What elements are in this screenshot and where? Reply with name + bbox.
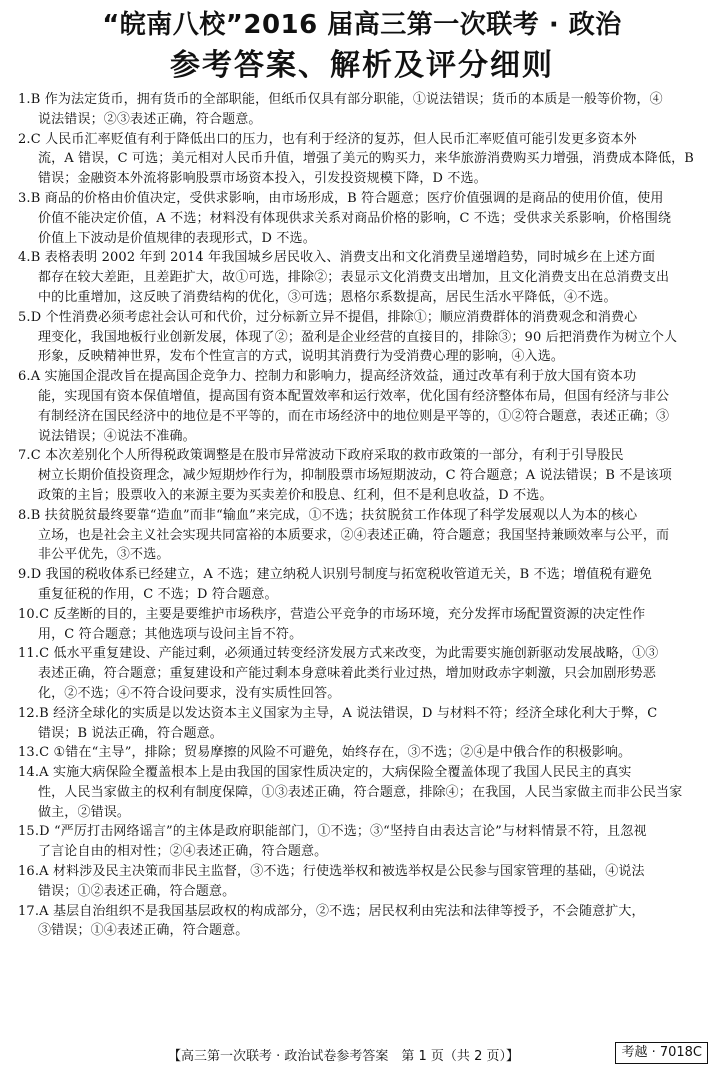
- answer-item: [18, 902, 706, 942]
- answer-line: 政策的主旨；股票收入的来源主要为买卖差价和股息、红利，但不是利息收益，D 不选。: [38, 487, 553, 503]
- answer-line: 形象，反映精神世界，发布个性宣言的方式，说明其消费行为受消费心理的影响，④入选。: [38, 349, 565, 365]
- answer-line: 6.A 实施国企混改旨在提高国企竞争力、控制力和影响力，提高经济效益，通过改革有利于放大国有资本功: [18, 369, 637, 385]
- answer-line: 化，②不选；④不符合设问要求，没有实质性回答。: [38, 685, 341, 701]
- answer-line: 16.A 材料涉及民主决策而非民主监督，③不选；行使选举权和被选举权是公民参与国家管理的基础，④说法: [18, 864, 645, 880]
- answer-line: 14.A 实施大病保险全覆盖根本上是由我国的国家性质决定的，大病保险全覆盖体现了我国人民民主的真实: [18, 765, 632, 781]
- answer-line: 7.C 本次差别化个人所得税政策调整是在股市异常波动下政府采取的救市政策的一部分，有利于引导股民: [18, 448, 624, 464]
- answer-item: [18, 90, 706, 130]
- answer-item: [18, 446, 706, 505]
- answer-line: 15.D “严厉打击网络谣言”的主体是政府职能部门，①不选；③“坚持自由表达言论”与材料情景不符，且忽视: [18, 824, 647, 840]
- answer-line: 用，C 符合题意；其他选项与设问主旨不符。: [38, 626, 303, 642]
- answer-list: [18, 90, 706, 941]
- answer-line: 说法错误；②③表述正确，符合题意。: [38, 111, 262, 127]
- answer-item: [18, 822, 706, 862]
- answer-item: [18, 189, 706, 248]
- answer-line: 3.B 商品的价格由价值决定，受供求影响，由市场形成，B 符合题意；医疗价值强调的是商品的使用价值，使用: [18, 190, 664, 206]
- answer-line: 重复征税的作用，C 不选；D 符合题意。: [38, 586, 278, 602]
- answer-line: 1.B 作为法定货币，拥有货币的全部职能，但纸币仅具有部分职能，①说法错误；货币的本质是一般等价物，④: [18, 92, 663, 107]
- answer-line: 13.C ①错在“主导”，排除；贸易摩擦的风险不可避免，始终存在，③不选；②④是中俄合作的积极影响。: [18, 745, 632, 761]
- answer-line: 树立长期价值投资理念，减少短期炒作行为，抑制股票市场短期波动，C 符合题意；A 说法错误；B 不是该项: [38, 468, 672, 484]
- answer-line: 立场，也是社会主义社会实现共同富裕的本质要求，②④表述正确，符合题意；我国坚持兼顾效率与公平，而: [38, 527, 670, 543]
- answer-line: 价值上下波动是价值规律的表现形式，D 不选。: [38, 230, 316, 246]
- answer-item: [18, 644, 706, 703]
- answer-line: 做主，②错误。: [38, 804, 131, 820]
- answer-line: 非公平优先，③不选。: [38, 547, 170, 563]
- answer-line: 价值不能决定价值，A 不选；材料没有体现供求关系对商品价格的影响，C 不选；受供求关系影响，价格围绕: [38, 210, 672, 226]
- answer-line: 8.B 扶贫脱贫最终要靠“造血”而非“输血”来完成，①不选；扶贫脱贫工作体现了科学发展观以人为本的核心: [18, 507, 638, 523]
- footer-page-info: 【高三第一次联考 · 政治试卷参考答案 第 1 页（共 2 页）】: [168, 1049, 519, 1064]
- answer-item: [18, 130, 706, 189]
- answer-line: 错误；金融资本外流将影响股票市场资本投入，引发投资规模下降，D 不选。: [38, 171, 487, 187]
- answer-item: [18, 605, 706, 645]
- answer-item: [18, 367, 706, 446]
- answer-item: [18, 704, 706, 744]
- answer-line: 错误；①②表述正确，符合题意。: [38, 883, 236, 899]
- answer-line: 性，人民当家做主的权利有制度保障，①③表述正确，符合题意，排除④；在我国，人民当家做主而非公民当家: [38, 784, 683, 800]
- answer-item: [18, 743, 706, 763]
- answer-line: 4.B 表格表明 2002 年到 2014 年我国城乡居民收入、消费支出和文化消费呈递增趋势，同时城乡在上述方面: [18, 250, 656, 266]
- answer-item: [18, 565, 706, 605]
- answer-line: 12.B 经济全球化的实质是以发达资本主义国家为主导，A 说法错误，D 与材料不符；经济全球化利大于弊，C: [18, 705, 658, 721]
- answer-line: 2.C 人民币汇率贬值有利于降低出口的压力，也有利于经济的复苏，但人民币汇率贬值可能引发更多资本外: [18, 131, 637, 147]
- exam-title: “皖南八校”2016 届高三第一次联考 · 政治: [102, 10, 622, 40]
- answer-line: 流，A 错误，C 可选；美元相对人民币升值，增强了美元的购买力，来华旅游消费购买力增强，消费成本降低，B: [38, 151, 694, 167]
- answer-item: [18, 763, 706, 822]
- answer-line: 5.D 个性消费必须考虑社会认可和代价，过分标新立异不提倡，排除①；顺应消费群体的消费观念和消费心: [18, 309, 638, 325]
- answer-line: 了言论自由的相对性；②④表述正确，符合题意。: [38, 844, 328, 860]
- answer-line: 表述正确，符合题意；重复建设和产能过剩本身意味着此类行业过热，增加财政赤字刺激，只会加剧形势恶: [38, 666, 657, 682]
- answer-line: 9.D 我国的税收体系已经建立，A 不选；建立纳税人识别号制度与拓宽税收管道无关，B 不选；增值税有避免: [18, 567, 652, 583]
- answer-line: 说法错误；④说法不准确。: [38, 428, 196, 444]
- answer-item: [18, 862, 706, 902]
- answer-line: 错误；B 说法正确，符合题意。: [38, 725, 223, 741]
- answer-item: [18, 308, 706, 367]
- answer-line: 中的比重增加，这反映了消费结构的优化，③可选；恩格尔系数提高，居民生活水平降低，④不选。: [38, 289, 617, 305]
- page-footer: [0, 1040, 718, 1066]
- answer-line: 17.A 基层自治组织不是我国基层政权的构成部分，②不选；居民权利由宪法和法律等授予，不会随意扩大，: [18, 903, 645, 919]
- answer-line: 10.C 反垄断的目的，主要是要维护市场秩序，营造公平竞争的市场环境，充分发挥市场配置资源的决定性作: [18, 606, 646, 622]
- answer-line: 理变化，我国地板行业创新发展，体现了②；盈利是企业经营的直接目的，排除③；90 后把消费作为树立个人: [38, 329, 678, 345]
- answer-item: [18, 506, 706, 565]
- answer-item: [18, 248, 706, 307]
- answer-line: ③错误；①④表述正确，符合题意。: [38, 923, 249, 939]
- answer-key-title: 参考答案、解析及评分细则: [170, 48, 554, 83]
- answer-line: 能，实现国有资本保值增值，提高国有资本配置效率和运行效率，优化国有经济整体布局，但国有经济与非公: [38, 388, 670, 404]
- answer-line: 11.C 低水平重复建设、产能过剩，必须通过转变经济发展方式来改变，为此需要实施创新驱动发展战略，①③: [18, 646, 659, 662]
- answer-line: 都存在较大差距，且差距扩大，故①可选，排除②；表显示文化消费支出增加，且文化消费支出在总消费支出: [38, 270, 670, 286]
- answer-line: 有制经济在国民经济中的地位是不平等的，而在市场经济中的地位则是平等的，①②符合题意，表述正确；③: [38, 408, 670, 424]
- footer-exam-code: 考越 · 7018C: [615, 1042, 708, 1064]
